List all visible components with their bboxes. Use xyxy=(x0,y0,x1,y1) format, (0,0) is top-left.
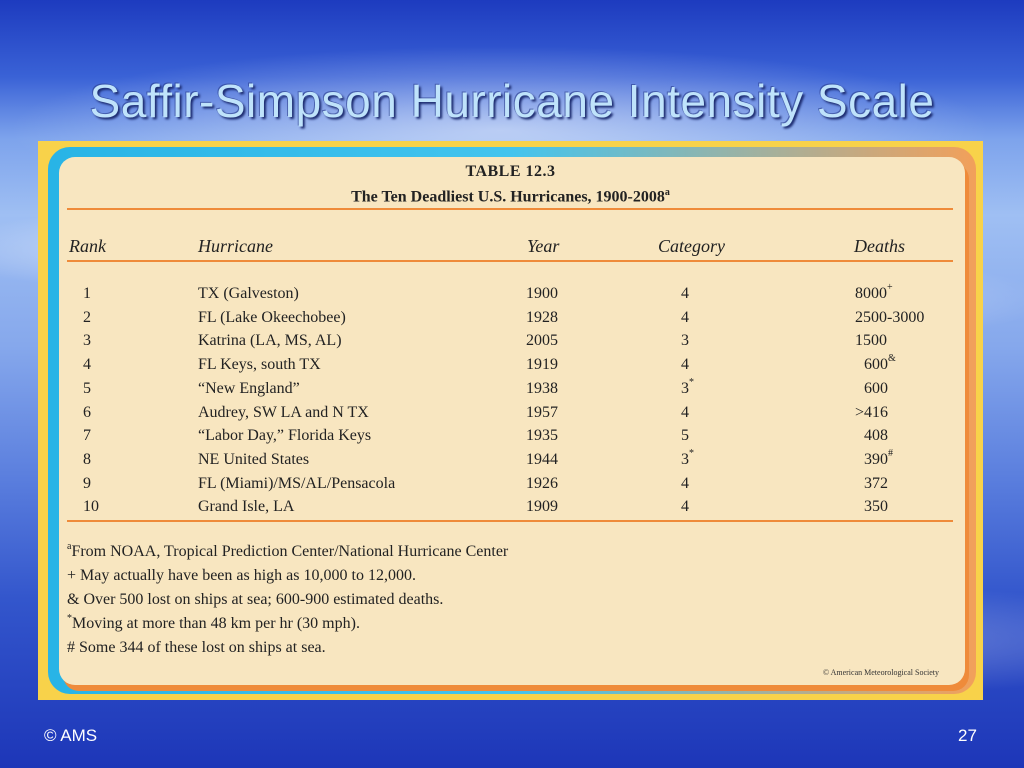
top-rule xyxy=(67,208,953,210)
cell-year xyxy=(526,404,558,422)
cell-category-text: 4 xyxy=(681,308,689,326)
cell-rank-text: 8 xyxy=(83,450,91,468)
cell-rank xyxy=(83,380,91,398)
cell-deaths xyxy=(864,380,888,398)
slide-title: Saffir-Simpson Hurricane Intensity Scale xyxy=(89,75,935,127)
footnote xyxy=(67,543,508,561)
table-title-text: The Ten Deadliest U.S. Hurricanes, 1900-2008 xyxy=(351,188,665,206)
cell-year-text: 1944 xyxy=(526,450,558,468)
cell-category-text: 5 xyxy=(681,427,689,445)
cell-category xyxy=(681,447,694,469)
cell-deaths-text: 600 xyxy=(864,379,888,397)
cell-deaths-text: 600 xyxy=(864,356,888,374)
cell-year-text: 1935 xyxy=(526,427,558,445)
cell-category xyxy=(681,285,689,303)
cell-category xyxy=(681,498,689,516)
cell-hurricane xyxy=(198,356,321,374)
cell-deaths xyxy=(855,282,893,303)
cell-category-text: 4 xyxy=(681,285,689,302)
cell-category-footnote-mark: * xyxy=(689,447,694,459)
cell-hurricane xyxy=(198,404,369,422)
cell-category xyxy=(681,332,689,350)
cell-hurricane-text: TX (Galveston) xyxy=(198,285,299,302)
cell-deaths-text: 350 xyxy=(864,498,888,516)
cell-deaths xyxy=(864,447,893,469)
table-title-sup: a xyxy=(664,187,670,198)
cell-rank xyxy=(83,475,91,493)
cell-deaths-footnote-mark: + xyxy=(887,282,893,293)
cell-category-text: 4 xyxy=(681,498,689,516)
table-number: TABLE 12.3 xyxy=(465,163,556,180)
cell-rank xyxy=(83,404,91,422)
cell-year-text: 1957 xyxy=(526,403,558,421)
cell-rank xyxy=(83,451,91,469)
cell-deaths-text: 1500 xyxy=(855,332,887,350)
copyright-note: © American Meteorological Society xyxy=(822,668,939,677)
cell-category xyxy=(681,356,689,374)
footnote-text: + May actually have been as high as 10,000 to 12,000. xyxy=(67,567,416,584)
cell-hurricane xyxy=(198,427,371,445)
column-header-year: Year xyxy=(527,236,560,256)
footnote-mark: a xyxy=(67,541,72,552)
cell-deaths xyxy=(864,427,888,445)
cell-rank-text: 5 xyxy=(83,379,91,397)
cell-deaths-text: 2500-3000 xyxy=(855,308,925,326)
cell-rank-text: 1 xyxy=(83,285,91,302)
cell-category-footnote-mark: * xyxy=(689,376,694,388)
cell-hurricane-text: “Labor Day,” Florida Keys xyxy=(198,427,372,445)
cell-hurricane-text: Audrey, SW LA and N TX xyxy=(198,403,369,421)
cell-deaths-text: 390 xyxy=(864,450,888,468)
cell-hurricane-text: FL (Miami)/MS/AL/Pensacola xyxy=(198,474,396,492)
cell-category xyxy=(681,404,689,422)
footnote-text: & Over 500 lost on ships at sea; 600-900 estimated deaths. xyxy=(67,591,444,608)
cell-hurricane xyxy=(198,285,299,303)
cell-year xyxy=(526,380,558,398)
cell-rank xyxy=(83,498,99,516)
footer-copyright: © AMS xyxy=(44,726,98,745)
column-header-deaths: Deaths xyxy=(854,236,905,256)
bottom-rule xyxy=(67,520,953,522)
footnote xyxy=(67,615,360,633)
cell-year xyxy=(526,475,558,493)
cell-hurricane xyxy=(198,332,342,350)
cell-deaths xyxy=(864,475,888,493)
cell-rank xyxy=(83,427,91,445)
cell-category xyxy=(681,475,689,493)
cell-year-text: 1900 xyxy=(526,285,558,302)
table-title xyxy=(38,187,983,206)
cell-hurricane xyxy=(198,498,294,516)
footnote-mark: * xyxy=(67,613,72,624)
cell-category-text: 4 xyxy=(681,403,689,421)
cell-year-text: 2005 xyxy=(526,332,558,350)
cell-category-text: 3 xyxy=(681,450,689,468)
cell-deaths-footnote-mark: # xyxy=(888,447,893,459)
cell-deaths xyxy=(864,498,888,516)
cell-rank-text: 3 xyxy=(83,332,91,350)
cell-category xyxy=(681,376,694,398)
cell-deaths-text: 372 xyxy=(864,474,888,492)
cell-year-text: 1926 xyxy=(526,474,558,492)
cell-year xyxy=(526,356,558,374)
cell-deaths xyxy=(864,353,896,374)
cell-deaths xyxy=(855,332,887,350)
cell-year xyxy=(526,451,558,469)
table-frame xyxy=(38,141,983,700)
footnote-text: # Some 344 of these lost on ships at sea. xyxy=(67,639,326,656)
cell-hurricane-text: Katrina (LA, MS, AL) xyxy=(198,332,342,350)
cell-year-text: 1928 xyxy=(526,308,558,326)
cell-year-text: 1938 xyxy=(526,379,558,397)
cell-deaths-text: >416 xyxy=(855,403,889,421)
cell-year xyxy=(526,498,558,516)
cell-rank xyxy=(83,309,91,327)
cell-category-text: 3 xyxy=(681,379,689,397)
page-number: 27 xyxy=(958,726,977,745)
cell-deaths xyxy=(855,404,888,422)
cell-rank-text: 9 xyxy=(83,474,91,492)
cell-year xyxy=(526,427,558,445)
column-header-rank: Rank xyxy=(69,236,106,256)
header-rule xyxy=(67,260,953,262)
cell-deaths-text: 8000 xyxy=(855,285,887,302)
cell-deaths xyxy=(855,309,924,327)
cell-hurricane-text: FL (Lake Okeechobee) xyxy=(198,308,346,326)
cell-hurricane xyxy=(198,475,395,493)
footnote-text: Moving at more than 48 km per hr (30 mph). xyxy=(72,615,360,632)
cell-rank xyxy=(83,356,91,374)
footnote xyxy=(67,639,326,657)
cell-year xyxy=(526,332,558,350)
cell-year xyxy=(526,309,558,327)
footnote xyxy=(67,591,443,609)
cell-rank-text: 2 xyxy=(83,308,91,326)
cell-hurricane xyxy=(198,451,309,469)
cell-year-text: 1919 xyxy=(526,356,558,374)
cell-category xyxy=(681,309,689,327)
cell-rank-text: 10 xyxy=(83,498,99,516)
cell-category-text: 4 xyxy=(681,356,689,374)
footnote xyxy=(67,567,416,585)
cell-rank-text: 4 xyxy=(83,356,91,374)
column-header-category: Category xyxy=(658,236,725,256)
cell-hurricane-text: NE United States xyxy=(198,450,310,468)
cell-deaths-text: 408 xyxy=(864,427,888,445)
cell-hurricane xyxy=(198,309,346,327)
cell-rank xyxy=(83,285,91,303)
cell-hurricane xyxy=(198,380,300,398)
cell-rank-text: 6 xyxy=(83,403,91,421)
cell-year-text: 1909 xyxy=(526,498,558,516)
cell-category-text: 3 xyxy=(681,332,689,350)
cell-category xyxy=(681,427,689,445)
cell-hurricane-text: Grand Isle, LA xyxy=(198,498,295,516)
cell-year xyxy=(526,285,558,303)
cell-deaths-footnote-mark: & xyxy=(888,353,896,365)
cell-hurricane-text: “New England” xyxy=(198,379,300,397)
cell-rank xyxy=(83,332,91,350)
cell-rank-text: 7 xyxy=(83,427,91,445)
column-header-hurricane: Hurricane xyxy=(198,236,273,256)
cell-hurricane-text: FL Keys, south TX xyxy=(198,356,321,374)
cell-category-text: 4 xyxy=(681,474,689,492)
footnote-text: From NOAA, Tropical Prediction Center/National Hurricane Center xyxy=(71,543,509,560)
